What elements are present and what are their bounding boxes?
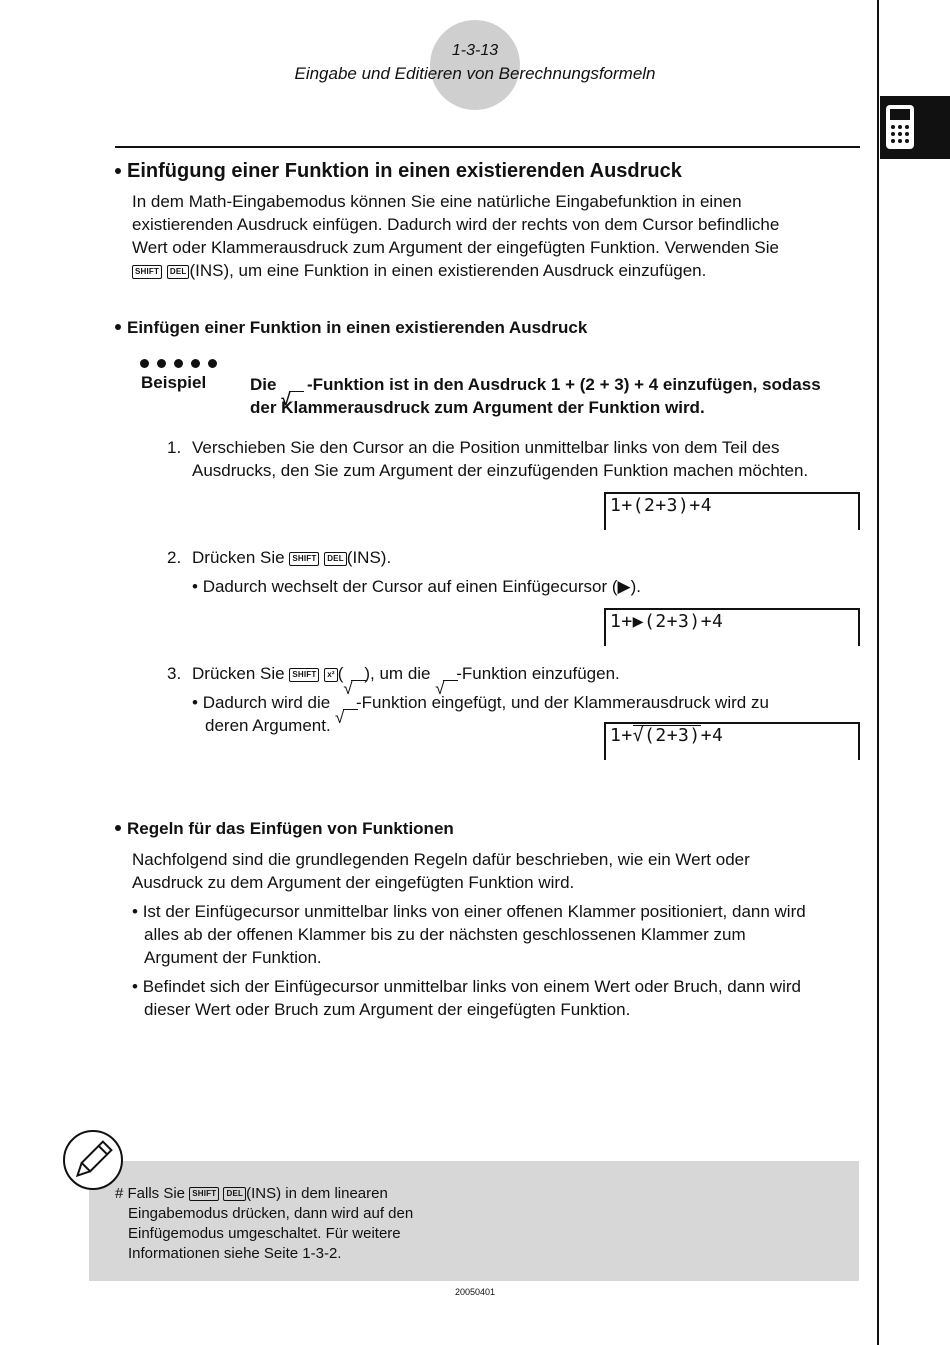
chapter-tab xyxy=(880,96,950,159)
example-text: Die -Funktion ist in den Ausdruck 1 + (2 + 3) + 4 einzufügen, sodass der Klammerausdruck zum Argument der Funktion wird. xyxy=(250,375,821,417)
rule-2: • Befindet sich der Einfügecursor unmittelbar links von einem Wert oder Bruch, dann wird dieser Wert oder Bruch zum Argument der eingefügten Funktion. xyxy=(132,977,801,1019)
section3-intro: Nachfolgend sind die grundlegenden Regeln dafür beschrieben, wie ein Wert oder Ausdruck zu dem Argument der eingefügten Funktion wird. xyxy=(132,850,750,892)
del-key: DEL xyxy=(324,552,347,566)
section2-heading: Einfügen einer Funktion in einen existierenden Ausdruck xyxy=(115,318,587,338)
shift-key: SHIFT xyxy=(289,668,319,682)
step2-bullet: • Dadurch wechselt der Cursor auf einen Einfügecursor (▶). xyxy=(192,577,641,596)
step2-number: 2. xyxy=(167,548,182,567)
bullet-icon xyxy=(115,825,121,831)
bullet-icon xyxy=(115,168,121,174)
section1-heading: Einfügung einer Funktion in einen existierenden Ausdruck xyxy=(115,160,682,183)
note-text: # Falls Sie SHIFT DEL (INS) in dem linearen Eingabemodus drücken, dann wird auf den Einfügemodus umgeschaltet. Für weitere Informationen siehe Seite 1-3-2. xyxy=(115,1185,414,1262)
lcd-display-3: 1+√(2+3)+4 xyxy=(604,722,860,760)
section3-heading: Regeln für das Einfügen von Funktionen xyxy=(115,819,454,839)
pencil-icon xyxy=(63,1130,123,1190)
step1-text: Verschieben Sie den Cursor an die Position unmittelbar links von dem Teil des Ausdrucks, den Sie zum Argument der einzufügenden Funktion machen möchten. xyxy=(192,438,809,480)
page-header-title: Eingabe und Editieren von Berechnungsformeln xyxy=(294,64,656,83)
footer-code: 20050401 xyxy=(454,1287,496,1297)
step3-text: Drücken Sie SHIFT x² ( ), um die -Funktion einzufügen. xyxy=(192,664,620,683)
bullet-icon xyxy=(115,324,121,330)
calculator-icon xyxy=(885,104,915,150)
page-number: 1-3-13 xyxy=(451,42,499,59)
step1-number: 1. xyxy=(167,438,182,457)
rule-1: • Ist der Einfügecursor unmittelbar links von einer offenen Klammer positioniert, dann wird alles ab der offenen Klammer bis zu der nächsten geschlossenen Klammer zum Argument der Funktion. xyxy=(132,902,806,967)
example-dots xyxy=(140,355,225,373)
shift-key: SHIFT xyxy=(132,265,162,279)
step2-text: Drücken Sie SHIFT DEL (INS). xyxy=(192,548,392,567)
lcd-display-1: 1+(2+3)+4 xyxy=(604,492,860,530)
del-key: DEL xyxy=(167,265,190,279)
side-rule xyxy=(877,0,879,1345)
top-divider xyxy=(115,146,860,148)
example-label: Beispiel xyxy=(141,373,207,392)
step3-bullet: • Dadurch wird die -Funktion eingefügt, und der Klammerausdruck wird zu deren Argument. xyxy=(192,693,769,735)
x2-key: x² xyxy=(324,668,338,682)
shift-key: SHIFT xyxy=(189,1187,219,1201)
shift-key: SHIFT xyxy=(289,552,319,566)
section1-body: In dem Math-Eingabemodus können Sie eine natürliche Eingabefunktion in einen existierenden Ausdruck einfügen. Dadurch wird der rechts von dem Cursor befindliche Wert oder Klammerausdruck zum Argument der eingefügten Funktion. Verwenden Sie SHIFT DEL (INS), um eine Funktion in einen existierenden Ausdruck einzufügen. xyxy=(132,192,780,280)
lcd-display-2: 1+▶(2+3)+4 xyxy=(604,608,860,646)
del-key: DEL xyxy=(223,1187,246,1201)
step3-number: 3. xyxy=(167,664,182,683)
